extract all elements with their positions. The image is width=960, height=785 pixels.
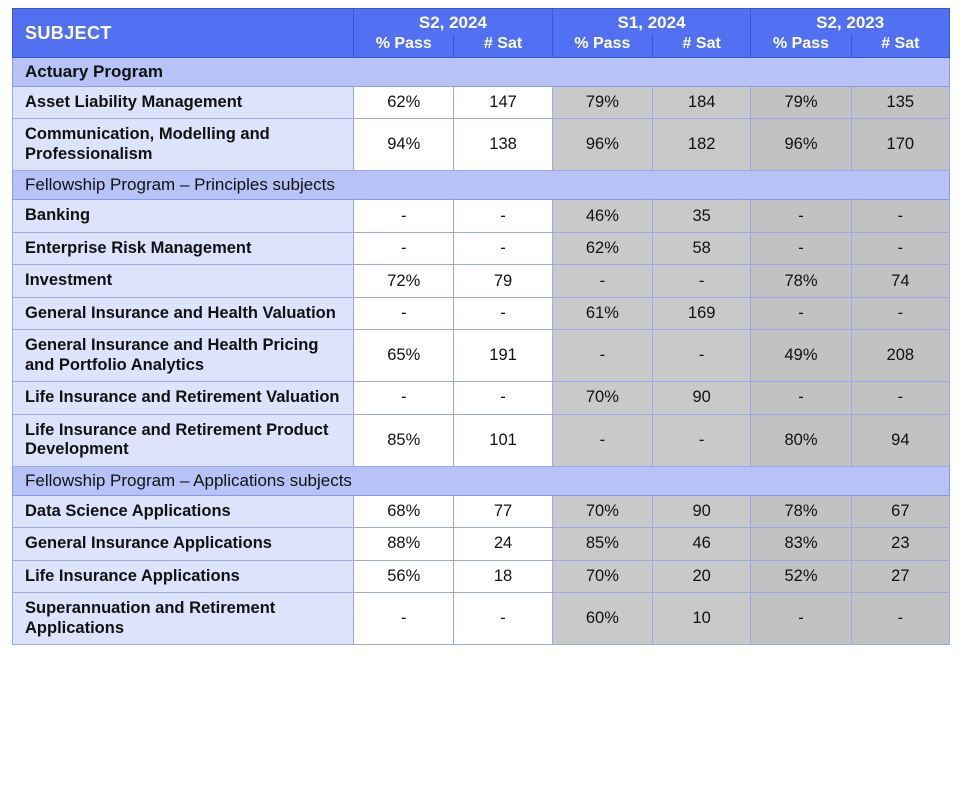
exam-results-table xyxy=(12,8,950,645)
value-cell: 72% xyxy=(354,265,454,297)
value-cell: 101 xyxy=(454,414,552,466)
value-cell: - xyxy=(653,265,751,297)
value-cell: - xyxy=(851,232,949,264)
table-row xyxy=(13,560,950,592)
value-cell: 46 xyxy=(653,528,751,560)
value-cell: - xyxy=(552,330,652,382)
value-cell: 90 xyxy=(653,495,751,527)
column-header-sat-s1-2024: # Sat xyxy=(653,35,751,58)
value-cell: 94 xyxy=(851,414,949,466)
value-cell: 79% xyxy=(751,87,851,119)
value-cell: 65% xyxy=(354,330,454,382)
table-row xyxy=(13,414,950,466)
table-row xyxy=(13,119,950,171)
value-cell: - xyxy=(851,593,949,645)
section-label: Fellowship Program – Principles subjects xyxy=(13,171,950,200)
value-cell: 60% xyxy=(552,593,652,645)
value-cell: - xyxy=(354,200,454,232)
value-cell: 70% xyxy=(552,382,652,414)
column-header-period-s2-2024: S2, 2024 xyxy=(354,9,553,36)
value-cell: - xyxy=(354,232,454,264)
value-cell: - xyxy=(354,297,454,329)
table-row xyxy=(13,200,950,232)
table-row xyxy=(13,382,950,414)
section-row xyxy=(13,58,950,87)
value-cell: - xyxy=(751,200,851,232)
value-cell: 70% xyxy=(552,495,652,527)
value-cell: 94% xyxy=(354,119,454,171)
subject-cell: General Insurance and Health Valuation xyxy=(13,297,354,329)
value-cell: - xyxy=(454,232,552,264)
value-cell: 77 xyxy=(454,495,552,527)
table-row xyxy=(13,495,950,527)
value-cell: 138 xyxy=(454,119,552,171)
value-cell: - xyxy=(552,414,652,466)
table-header xyxy=(13,9,950,58)
value-cell: 78% xyxy=(751,265,851,297)
subject-cell: Life Insurance and Retirement Valuation xyxy=(13,382,354,414)
table-row xyxy=(13,593,950,645)
value-cell: 27 xyxy=(851,560,949,592)
value-cell: 79% xyxy=(552,87,652,119)
table-row xyxy=(13,528,950,560)
table-row xyxy=(13,265,950,297)
value-cell: 70% xyxy=(552,560,652,592)
value-cell: 10 xyxy=(653,593,751,645)
column-header-sat-s2-2024: # Sat xyxy=(454,35,552,58)
value-cell: - xyxy=(751,382,851,414)
subject-cell: General Insurance Applications xyxy=(13,528,354,560)
value-cell: 18 xyxy=(454,560,552,592)
value-cell: 61% xyxy=(552,297,652,329)
column-header-period-s2-2023: S2, 2023 xyxy=(751,9,950,36)
value-cell: 79 xyxy=(454,265,552,297)
table-row xyxy=(13,330,950,382)
value-cell: 88% xyxy=(354,528,454,560)
header-row-periods xyxy=(13,9,950,36)
table-row xyxy=(13,87,950,119)
value-cell: 58 xyxy=(653,232,751,264)
section-label: Fellowship Program – Applications subjects xyxy=(13,466,950,495)
subject-cell: Data Science Applications xyxy=(13,495,354,527)
value-cell: 62% xyxy=(552,232,652,264)
column-header-pass-s1-2024: % Pass xyxy=(552,35,652,58)
value-cell: 135 xyxy=(851,87,949,119)
value-cell: - xyxy=(354,593,454,645)
value-cell: 23 xyxy=(851,528,949,560)
column-header-pass-s2-2024: % Pass xyxy=(354,35,454,58)
column-header-sat-s2-2023: # Sat xyxy=(851,35,949,58)
subject-cell: Communication, Modelling and Professionalism xyxy=(13,119,354,171)
value-cell: 74 xyxy=(851,265,949,297)
value-cell: 85% xyxy=(354,414,454,466)
subject-cell: Asset Liability Management xyxy=(13,87,354,119)
section-row xyxy=(13,171,950,200)
value-cell: 170 xyxy=(851,119,949,171)
value-cell: - xyxy=(751,232,851,264)
subject-cell: Superannuation and Retirement Applications xyxy=(13,593,354,645)
section-label: Actuary Program xyxy=(13,58,950,87)
column-header-period-s1-2024: S1, 2024 xyxy=(552,9,751,36)
value-cell: 184 xyxy=(653,87,751,119)
value-cell: - xyxy=(851,382,949,414)
value-cell: 96% xyxy=(552,119,652,171)
value-cell: 147 xyxy=(454,87,552,119)
value-cell: - xyxy=(751,297,851,329)
value-cell: 80% xyxy=(751,414,851,466)
value-cell: 78% xyxy=(751,495,851,527)
value-cell: 52% xyxy=(751,560,851,592)
value-cell: 191 xyxy=(454,330,552,382)
section-row xyxy=(13,466,950,495)
value-cell: - xyxy=(851,200,949,232)
subject-cell: Life Insurance and Retirement Product Development xyxy=(13,414,354,466)
value-cell: - xyxy=(653,414,751,466)
subject-cell: Investment xyxy=(13,265,354,297)
value-cell: - xyxy=(751,593,851,645)
value-cell: 67 xyxy=(851,495,949,527)
subject-cell: Banking xyxy=(13,200,354,232)
value-cell: 68% xyxy=(354,495,454,527)
value-cell: 62% xyxy=(354,87,454,119)
value-cell: - xyxy=(454,200,552,232)
value-cell: 182 xyxy=(653,119,751,171)
value-cell: 208 xyxy=(851,330,949,382)
value-cell: - xyxy=(454,382,552,414)
value-cell: 49% xyxy=(751,330,851,382)
table-row xyxy=(13,297,950,329)
value-cell: 169 xyxy=(653,297,751,329)
column-header-subject: SUBJECT xyxy=(13,9,354,58)
value-cell: - xyxy=(454,297,552,329)
value-cell: 46% xyxy=(552,200,652,232)
value-cell: - xyxy=(354,382,454,414)
value-cell: 83% xyxy=(751,528,851,560)
subject-cell: General Insurance and Health Pricing and Portfolio Analytics xyxy=(13,330,354,382)
subject-cell: Life Insurance Applications xyxy=(13,560,354,592)
column-header-pass-s2-2023: % Pass xyxy=(751,35,851,58)
value-cell: 35 xyxy=(653,200,751,232)
value-cell: 24 xyxy=(454,528,552,560)
value-cell: 96% xyxy=(751,119,851,171)
value-cell: - xyxy=(653,330,751,382)
value-cell: 90 xyxy=(653,382,751,414)
value-cell: - xyxy=(851,297,949,329)
value-cell: 85% xyxy=(552,528,652,560)
value-cell: - xyxy=(454,593,552,645)
value-cell: 20 xyxy=(653,560,751,592)
value-cell: - xyxy=(552,265,652,297)
subject-cell: Enterprise Risk Management xyxy=(13,232,354,264)
table-row xyxy=(13,232,950,264)
value-cell: 56% xyxy=(354,560,454,592)
table-body xyxy=(13,58,950,645)
